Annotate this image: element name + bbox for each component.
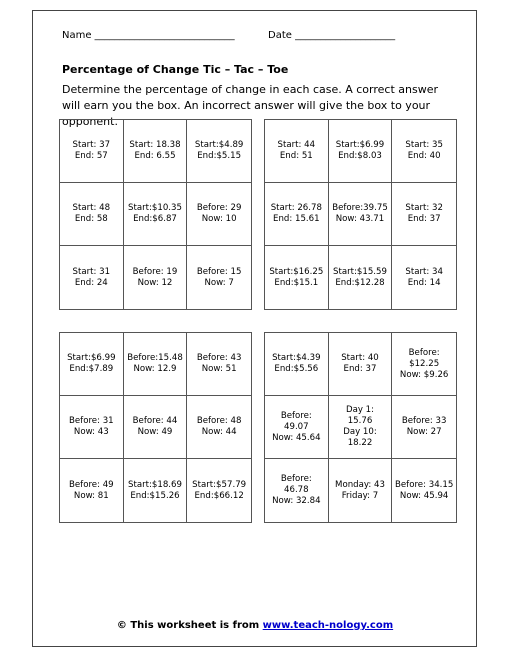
board-cell: Before: 34.15 Now: 45.94 <box>395 479 454 501</box>
footer-text: © This worksheet is from <box>116 620 263 631</box>
board-cell: Before: 46.78 Now: 32.84 <box>265 459 329 522</box>
instructions-text: Determine the percentage of change in each case. A correct answer will earn you the box. An incorrect answer will give the box to your opponent. <box>62 83 438 128</box>
board-cell: Start:$57.79 End:$66.12 <box>192 479 247 501</box>
board-4 <box>264 332 457 523</box>
board-cell: Monday: 43 Friday: 7 <box>329 459 393 522</box>
board-cell: Start: 35 End: 40 <box>392 120 456 183</box>
board-cell: Before: 31 Now: 43 <box>60 396 124 459</box>
board-cell: Start: 18.38 End: 6.55 <box>124 120 188 183</box>
board-cell: Start:$16.25 End:$15.1 <box>265 246 329 309</box>
board-1 <box>59 119 252 310</box>
board-cell: Start: 26.78 End: 15.61 <box>265 183 329 246</box>
board-cell: Start: 31 End: 24 <box>60 246 124 309</box>
name-field-label: Name ____________________________ <box>62 30 235 41</box>
board-cell: Before: 29 Now: 10 <box>187 183 251 246</box>
board-cell: Start:$4.39 End:$5.56 <box>265 333 329 396</box>
board-cell: Before: 48 Now: 44 <box>187 396 251 459</box>
board-cell: Before: 49 Now: 81 <box>60 459 124 522</box>
date-field-label: Date ____________________ <box>268 30 396 41</box>
board-cell: Start: 32 End: 37 <box>392 183 456 246</box>
board-cell: Before: $12.25 Now: $9.26 <box>392 333 456 396</box>
board-cell: Start:$4.89 End:$5.15 <box>187 120 251 183</box>
board-cell: Before:15.48 Now: 12.9 <box>124 333 188 396</box>
board-cell: Start:$10.35 End:$6.87 <box>124 183 188 246</box>
board-cell: Start: 48 End: 58 <box>60 183 124 246</box>
board-cell: Start:$6.99 End:$8.03 <box>329 120 393 183</box>
board-cell: Start: 37 End: 57 <box>60 120 124 183</box>
board-cell: Start: 40 End: 37 <box>329 333 393 396</box>
worksheet-title: Percentage of Change Tic – Tac – Toe <box>62 63 289 76</box>
board-cell: Before: 15 Now: 7 <box>196 266 242 288</box>
board-cell: Before: 49.07 Now: 45.64 <box>265 396 329 459</box>
board-cell: Before: 19 Now: 12 <box>124 246 188 309</box>
board-3 <box>59 332 252 523</box>
board-cell: Start: 44 End: 51 <box>265 120 329 183</box>
board-cell: Start:$6.99 End:$7.89 <box>60 333 124 396</box>
board-cell: Before: 44 Now: 49 <box>124 396 188 459</box>
board-cell: Start: 34 End: 14 <box>405 266 443 288</box>
board-2 <box>264 119 457 310</box>
footer-credit <box>0 620 510 631</box>
board-cell: Day 1: 15.76 Day 10: 18.22 <box>329 396 393 459</box>
footer-link[interactable]: www.teach-nology.com <box>262 620 394 631</box>
board-cell: Before: 43 Now: 51 <box>187 333 251 396</box>
board-cell: Start:$18.69 End:$15.26 <box>124 459 188 522</box>
board-cell: Before: 33 Now: 27 <box>392 396 456 459</box>
board-cell: Before:39.75 Now: 43.71 <box>329 183 393 246</box>
board-cell: Start:$15.59 End:$12.28 <box>329 246 393 309</box>
